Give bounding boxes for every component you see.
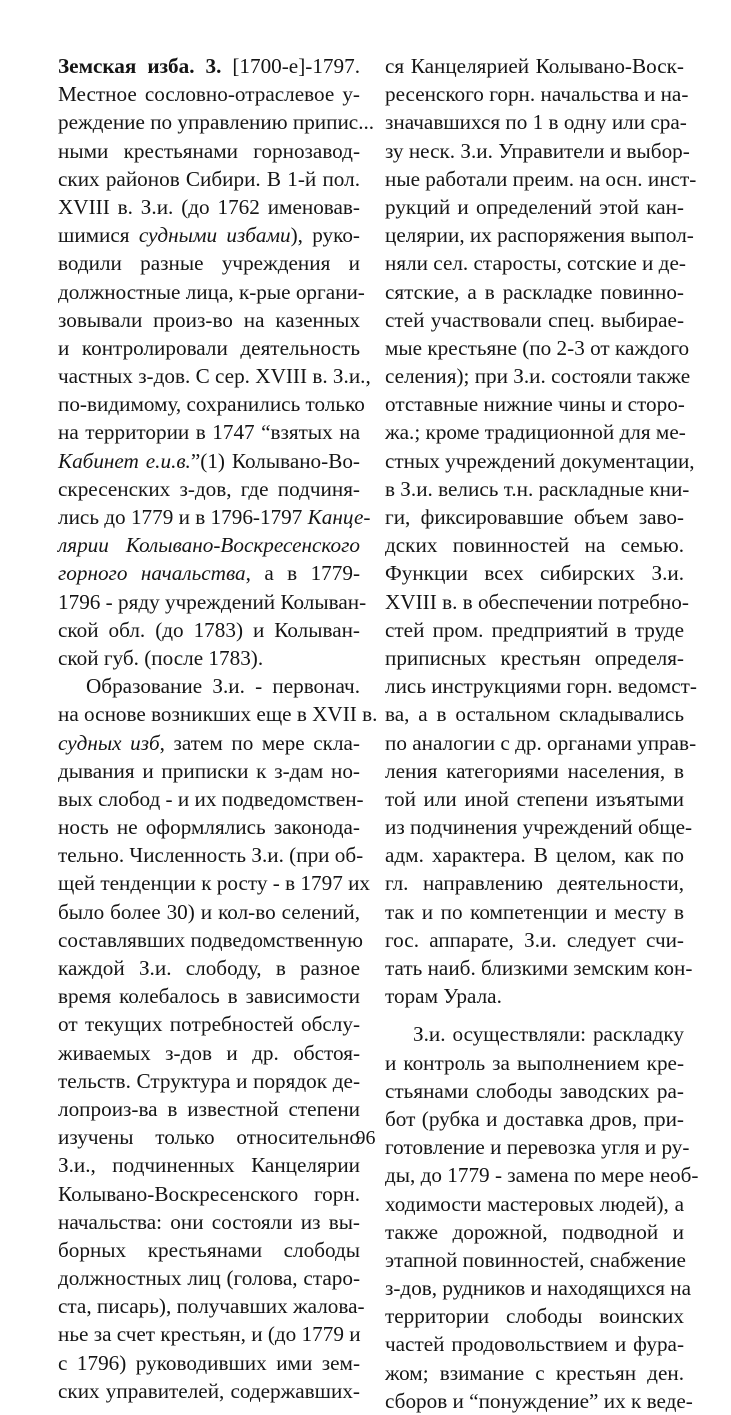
text-segment: ских районов Сибири. В 1-й пол. (58, 166, 360, 191)
text-segment: рукций и определений этой кан- (385, 194, 684, 219)
text-segment: гос. аппарате, З.и. следует счи- (385, 927, 684, 952)
text-segment: в З.и. велись т.н. раскладные кни- (385, 476, 690, 501)
text-line (58, 531, 360, 559)
text-line (58, 898, 360, 926)
text-segment: частей продовольствием и фура- (385, 1332, 684, 1357)
text-line (58, 559, 360, 587)
text-segment: ся Канцелярией Колывано-Воск- (385, 54, 684, 78)
text-segment: шимися (58, 223, 139, 248)
text-line (58, 672, 360, 700)
text-line (385, 672, 697, 700)
text-line (385, 447, 695, 475)
text-segment: адм. характера. В целом, как по (385, 843, 684, 868)
text-segment: , а в 1779- (245, 561, 360, 586)
text-line (385, 80, 689, 108)
text-line (58, 954, 360, 982)
text-line (58, 1377, 360, 1405)
text-segment: реждение по управлению припис... (58, 110, 375, 135)
text-segment: той или иной степени изъятыми (385, 786, 684, 811)
text-segment: зу неск. З.и. Управители и выбор- (385, 138, 690, 163)
text-segment: нье за счет крестьян, и (до 1779 и (58, 1322, 361, 1347)
text-segment: ста, писарь), получавших жалова- (58, 1294, 365, 1319)
text-line (385, 278, 684, 306)
text-segment: и контроль за выполнением кре- (385, 1050, 684, 1075)
text-line (385, 757, 684, 785)
text-segment: стей участвовали спец. выбирае- (385, 307, 684, 332)
text-segment: тельств. Структура и порядок де- (58, 1068, 360, 1093)
text-line (385, 475, 690, 503)
text-line (58, 785, 364, 813)
text-line (58, 1095, 360, 1123)
text-segment: частных з-дов. С сер. XVIII в. З.и., (58, 364, 371, 389)
text-segment: лопроиз-ва в известной степени (58, 1096, 360, 1121)
text-line (58, 588, 367, 616)
text-line (385, 137, 690, 165)
text-segment: лись до 1779 и в 1796-1797 (58, 505, 308, 529)
text-segment: , затем по мере скла- (159, 730, 360, 755)
text-segment: 1796 - ряду учреждений Колыван- (58, 589, 367, 614)
text-line (385, 531, 684, 559)
text-line (385, 785, 684, 813)
text-segment: время колебалось в зависимости (58, 984, 360, 1009)
text-segment: гл. направлению деятельности, (385, 871, 684, 896)
text-line (58, 503, 371, 531)
text-segment: ги, фиксировавшие объем заво- (385, 505, 684, 529)
text-segment: готовление и перевозка угля и ру- (385, 1135, 690, 1160)
text-line (385, 193, 684, 221)
text-line (385, 306, 684, 334)
paragraph-gap (385, 1010, 684, 1020)
text-line (385, 334, 690, 362)
text-line (385, 954, 693, 982)
text-segment: вых слобод - и их подведомствен- (58, 786, 364, 811)
text-segment: щей тенденции к росту - в 1797 их (58, 871, 371, 896)
text-segment: жа.; кроме традиционной для ме- (385, 420, 686, 445)
text-segment: на основе возникших еще в XVII в. (58, 702, 378, 727)
article-dates: [1700-е]-1797. (221, 54, 360, 78)
text-segment: ходимости мастеровых людей), а (385, 1191, 684, 1216)
text-line (58, 926, 363, 954)
text-segment: сборов и “понуждение” их к веде- (385, 1388, 693, 1413)
text-line (58, 1067, 360, 1095)
text-segment: ные работали преим. на осн. инст- (385, 166, 697, 191)
text-line (385, 249, 684, 277)
text-segment: тельно. Численность З.и. (при об- (58, 843, 364, 868)
text-segment: ды, до 1779 - замена по мере необ- (385, 1163, 699, 1188)
text-segment: должностные лица, к-рые органи- (58, 279, 365, 304)
text-segment: территории слободы воинских (385, 1304, 684, 1329)
text-segment: дывания и приписки к з-дам но- (58, 758, 360, 783)
text-line (58, 1236, 360, 1264)
text-line (58, 447, 360, 475)
text-segment: ва, а в остальном складывались (385, 702, 684, 727)
text-segment: изучены только относительно (58, 1125, 360, 1150)
text-segment: по-видимому, сохранились только (58, 392, 365, 417)
text-segment: Местное сословно-отраслевое у- (58, 82, 360, 107)
text-line (385, 503, 684, 531)
italic-term: горного начальства (58, 561, 246, 586)
text-segment: должностных лиц (голова, старо- (58, 1266, 360, 1291)
text-line (58, 418, 360, 446)
text-line (58, 108, 375, 136)
text-line (385, 108, 687, 136)
text-line (58, 841, 364, 869)
right-column (385, 52, 699, 1415)
text-segment: отставные нижние чины и сторо- (385, 392, 685, 417)
text-line (58, 1208, 360, 1236)
text-segment: ресенского горн. начальства и на- (385, 82, 689, 107)
text-line (58, 193, 360, 221)
text-line (385, 841, 684, 869)
text-segment: мые крестьяне (по 2-3 от каждого (385, 335, 690, 360)
text-line (58, 1039, 360, 1067)
text-segment: лись инструкциями горн. ведомст- (385, 674, 697, 699)
text-line (58, 1349, 360, 1377)
text-segment: тать наиб. близкими земским кон- (385, 956, 693, 980)
text-line (58, 869, 371, 897)
text-segment: ”(1) Колывано-Во- (190, 448, 360, 473)
text-line (385, 1246, 684, 1274)
text-line (58, 165, 360, 193)
italic-term: судных изб (58, 730, 160, 755)
text-segment: бот (рубка и доставка дров, при- (385, 1106, 684, 1131)
text-segment: ления категориями населения, в (385, 758, 684, 783)
text-line (58, 249, 360, 277)
text-segment: целярии, их распоряжения выпол- (385, 223, 694, 248)
text-segment: Колывано-Воскресенского горн. (58, 1181, 360, 1206)
text-segment: ными крестьянами горнозавод- (58, 138, 360, 163)
text-line (58, 278, 365, 306)
text-segment: ских управителей, содержавших- (58, 1378, 360, 1403)
text-segment: так и по компетенции и месту в (385, 899, 684, 924)
text-segment: жом; взимание с крестьян ден. (385, 1360, 684, 1385)
text-segment: водили разные учреждения и (58, 251, 360, 276)
text-segment: из подчинения учреждений обще- (385, 815, 693, 840)
text-segment: начальства: они состояли из вы- (58, 1209, 360, 1234)
text-segment: значавшихся по 1 в одну или сра- (385, 110, 687, 135)
text-segment: сятские, а в раскладке повинно- (385, 279, 684, 304)
text-line (385, 1274, 692, 1302)
text-line (385, 898, 684, 926)
text-segment: также дорожной, подводной и (385, 1219, 684, 1244)
page-number: 96 (355, 1127, 376, 1149)
text-segment: Функции всех сибирских З.и. (385, 561, 684, 586)
text-line (58, 616, 360, 644)
text-line (58, 813, 360, 841)
text-line (385, 1330, 684, 1358)
left-column (58, 52, 378, 1405)
text-line (385, 1218, 684, 1246)
text-segment: З.и. осуществляли: раскладку (413, 1022, 684, 1047)
text-line (58, 221, 360, 249)
italic-term: Канце- (307, 505, 371, 529)
text-line (385, 1359, 684, 1387)
text-segment: этапной повинностей, снабжение (385, 1247, 686, 1272)
text-line (385, 362, 691, 390)
text-line (385, 869, 684, 897)
text-segment: зовывали произ-во на казенных (58, 307, 360, 332)
text-line (385, 729, 697, 757)
text-line (58, 390, 365, 418)
article-heading: Земская изба. 3. (58, 54, 222, 78)
text-segment: ской губ. (после 1783). (58, 645, 264, 670)
text-segment: и контролировали деятельность (58, 335, 360, 360)
text-line (385, 1302, 684, 1330)
text-segment: по аналогии с др. органами управ- (385, 730, 697, 755)
text-segment: З.и., подчиненных Канцелярии (58, 1153, 360, 1178)
text-line (58, 982, 360, 1010)
text-segment: Образование З.и. - первонач. (86, 674, 360, 699)
text-segment: скресенских з-дов, где подчиня- (58, 476, 360, 501)
text-segment: стьянами слободы заводских ра- (385, 1078, 684, 1103)
text-line (385, 700, 684, 728)
text-line (58, 757, 360, 785)
italic-term: лярии Колывано-Воскресенского (58, 533, 360, 558)
text-line (58, 1292, 365, 1320)
text-segment: ской обл. (до 1783) и Колыван- (58, 617, 360, 642)
text-segment: дских повинностей на семью. (385, 533, 684, 558)
text-line (58, 362, 371, 390)
text-segment: з-дов, рудников и находящихся на (385, 1276, 692, 1301)
text-segment: приписных крестьян определя- (385, 645, 684, 670)
text-line (385, 1190, 684, 1218)
text-line (385, 165, 697, 193)
text-line (58, 306, 360, 334)
text-line (385, 982, 684, 1010)
text-line (385, 1077, 684, 1105)
text-segment: няли сел. старосты, сотские и де- (385, 251, 686, 276)
text-line (385, 926, 684, 954)
text-segment: торам Урала. (385, 984, 502, 1009)
text-segment: с 1796) руководивших ими зем- (58, 1350, 360, 1375)
text-line (385, 221, 694, 249)
text-line (58, 334, 360, 362)
text-line (385, 1049, 684, 1077)
text-segment: было более 30) и кол-во селений, (58, 899, 360, 924)
text-line (58, 475, 360, 503)
text-segment: стных учреждений документации, (385, 448, 695, 473)
text-line (385, 1020, 684, 1048)
italic-term: Кабинет е.и.в. (58, 448, 191, 473)
text-line (58, 1151, 360, 1179)
text-segment: селения); при З.и. состояли также (385, 364, 691, 389)
text-line (58, 1180, 360, 1208)
text-line (58, 1010, 360, 1038)
text-segment: ), руко- (290, 223, 360, 248)
text-line (385, 616, 684, 644)
text-line (58, 80, 360, 108)
text-line (58, 1320, 360, 1348)
text-segment: XVIII в. З.и. (до 1762 именовав- (58, 194, 360, 219)
text-line (58, 137, 360, 165)
text-line (385, 52, 684, 80)
text-segment: стей пром. предприятий в труде (385, 617, 684, 642)
text-segment: составлявших подведомственную (58, 927, 363, 952)
text-line (58, 644, 360, 672)
text-line (58, 700, 378, 728)
text-segment: XVIII в. в обеспечении потребно- (385, 589, 689, 614)
text-line (385, 1387, 693, 1415)
text-segment: на территории в 1747 “взятых на (58, 420, 360, 445)
text-segment: ность не оформлялись законода- (58, 815, 360, 840)
text-line (385, 390, 684, 418)
text-segment: от текущих потребностей обслу- (58, 1012, 360, 1037)
text-segment: борных крестьянами слободы (58, 1237, 360, 1262)
text-line (385, 813, 693, 841)
text-line (385, 644, 684, 672)
text-line (385, 588, 689, 616)
text-line (58, 729, 360, 757)
text-line (385, 1161, 699, 1189)
italic-term: судными избами (138, 223, 291, 248)
text-line (58, 52, 360, 80)
text-segment: живаемых з-дов и др. обстоя- (58, 1040, 360, 1065)
text-line (58, 1264, 360, 1292)
text-line (385, 559, 684, 587)
text-segment: каждой З.и. слободу, в разное (58, 956, 360, 980)
text-line (385, 418, 684, 446)
